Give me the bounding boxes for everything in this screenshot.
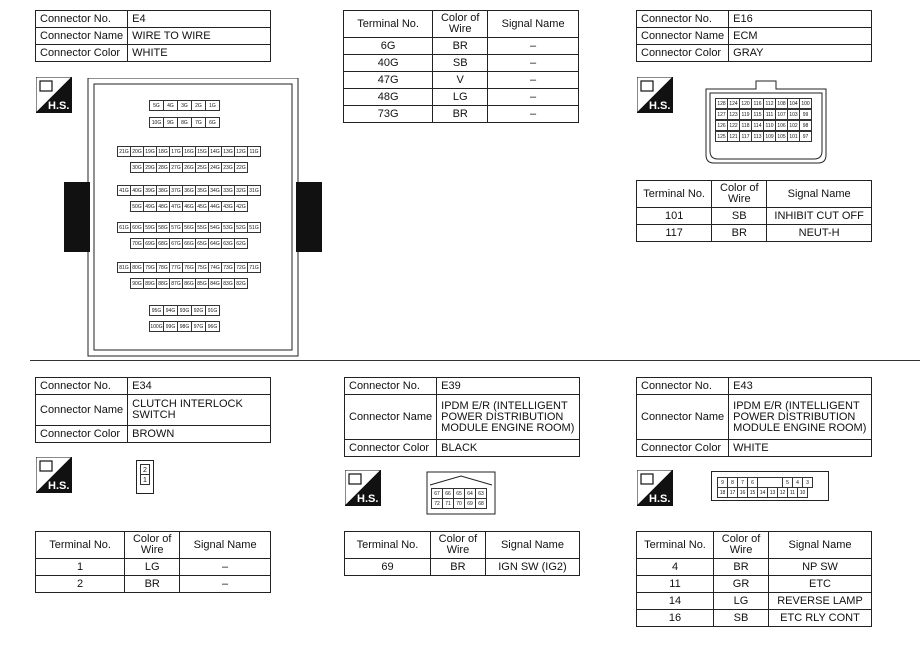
e39-no: E39 bbox=[437, 378, 580, 395]
terminal-row bbox=[637, 576, 872, 593]
e43-info-table: Connector No. E43 Connector Name IPDM E/R (INTELLIGENT POWER DISTRIBUTION MODULE ENGINE ROOM) Connector Color WHITE bbox=[636, 377, 872, 457]
pin-label: 65G bbox=[195, 238, 209, 249]
pin-label: 3 bbox=[802, 477, 813, 488]
terminal-row bbox=[36, 576, 271, 593]
wire-color: SB bbox=[714, 610, 769, 627]
wire-color: SB bbox=[712, 208, 767, 225]
terminal-row bbox=[637, 593, 872, 610]
pin-label: 106 bbox=[775, 120, 788, 131]
pin-label: 6G bbox=[205, 117, 220, 128]
pin-label: 29G bbox=[143, 162, 157, 173]
pin-row bbox=[716, 120, 812, 131]
pin-label: 71G bbox=[247, 262, 261, 273]
svg-text:H.S.: H.S. bbox=[48, 480, 70, 492]
pin-label: 15 bbox=[747, 487, 758, 498]
pin-label: 33G bbox=[221, 185, 235, 196]
svg-text:H.S.: H.S. bbox=[357, 493, 379, 505]
pin-label: 9 bbox=[717, 477, 728, 488]
signal-name: NP SW bbox=[769, 559, 872, 576]
pin-label: 47G bbox=[169, 201, 183, 212]
pin-label: 103 bbox=[787, 109, 800, 120]
pin-label: 123 bbox=[727, 109, 740, 120]
e34-no: E34 bbox=[128, 378, 271, 395]
terminal-no: 69 bbox=[345, 559, 431, 576]
pin-label: 94G bbox=[163, 305, 178, 316]
pin-label: 73G bbox=[221, 262, 235, 273]
pin-label: 35G bbox=[195, 185, 209, 196]
wire-color: BR bbox=[433, 106, 488, 123]
pin-label: 10G bbox=[149, 117, 164, 128]
pin-row bbox=[118, 146, 261, 157]
pin-label: 5G bbox=[149, 100, 164, 111]
pin-label: 26G bbox=[182, 162, 196, 173]
pin-label: 39G bbox=[143, 185, 157, 196]
pin-label: 36G bbox=[182, 185, 196, 196]
pin-label: 99 bbox=[799, 109, 812, 120]
signal-name: NEUT-H bbox=[767, 225, 872, 242]
terminal-row bbox=[344, 38, 579, 55]
terminal-no: 14 bbox=[637, 593, 714, 610]
pin-label: 20G bbox=[130, 146, 144, 157]
pin-label: 128 bbox=[715, 98, 728, 109]
terminal-no: 48G bbox=[344, 89, 433, 106]
terminal-no: 40G bbox=[344, 55, 433, 72]
pin-label: 69G bbox=[143, 238, 157, 249]
pin-label: 25G bbox=[195, 162, 209, 173]
svg-text:H.S.: H.S. bbox=[48, 100, 70, 112]
terminal-no: 4 bbox=[637, 559, 714, 576]
e16-name: ECM bbox=[729, 28, 872, 45]
pin-label: 100G bbox=[149, 321, 164, 332]
hs-icon bbox=[637, 470, 673, 506]
pin-label: 17 bbox=[727, 487, 738, 498]
e34-connector-outline bbox=[136, 460, 154, 494]
pin-label: 2 bbox=[140, 464, 150, 475]
pin-label: 41G bbox=[117, 185, 131, 196]
pin-label: 127 bbox=[715, 109, 728, 120]
pin-label: 85G bbox=[195, 278, 209, 289]
e34-terminal-table: Terminal No. Color of Wire Signal Name 1 LG – 2 BR – bbox=[35, 531, 271, 593]
terminal-no: 16 bbox=[637, 610, 714, 627]
pin-label: 81G bbox=[117, 262, 131, 273]
pin-label: 59G bbox=[143, 222, 157, 233]
pin-label: 61G bbox=[117, 222, 131, 233]
pin-label: 14 bbox=[757, 487, 768, 498]
pin-label: 56G bbox=[182, 222, 196, 233]
pin-row bbox=[118, 262, 261, 273]
pin-label: 70 bbox=[453, 498, 465, 509]
pin-label: 95G bbox=[149, 305, 164, 316]
pin-label: 63G bbox=[221, 238, 235, 249]
e4-info-table: Connector No. E4 Connector Name WIRE TO WIRE Connector Color WHITE bbox=[35, 10, 271, 62]
pin-label: 63 bbox=[475, 488, 487, 499]
pin-label: 50G bbox=[130, 201, 144, 212]
pin-label: 99G bbox=[163, 321, 178, 332]
pin-row bbox=[716, 98, 812, 109]
signal-name: INHIBIT CUT OFF bbox=[767, 208, 872, 225]
pin-label: 100 bbox=[799, 98, 812, 109]
pin-label: 2G bbox=[191, 100, 206, 111]
pin-label: 38G bbox=[156, 185, 170, 196]
pin-label: 12 bbox=[777, 487, 788, 498]
pin-label: 16G bbox=[182, 146, 196, 157]
pin-row bbox=[718, 487, 808, 498]
hs-icon bbox=[637, 77, 673, 113]
pin-label: 64G bbox=[208, 238, 222, 249]
signal-name: IGN SW (IG2) bbox=[485, 559, 579, 576]
pin-label: 84G bbox=[208, 278, 222, 289]
signal-name: – bbox=[488, 55, 579, 72]
pin-label: 22G bbox=[234, 162, 248, 173]
terminal-no: 117 bbox=[637, 225, 712, 242]
terminal-row bbox=[344, 106, 579, 123]
e43-terminal-table: Terminal No. Color of Wire Signal Name 4 BR NP SW 11 GR ETC 14 LG REVERSE LAMP 16 SB ETC RLY CONT bbox=[636, 531, 872, 627]
pin-label: 70G bbox=[130, 238, 144, 249]
e34-name: CLUTCH INTERLOCK SWITCH bbox=[128, 395, 271, 426]
wire-color: LG bbox=[433, 89, 488, 106]
pin-label: 43G bbox=[221, 201, 235, 212]
wire-color: GR bbox=[714, 576, 769, 593]
pin-label: 4G bbox=[163, 100, 178, 111]
pin-label: 83G bbox=[221, 278, 235, 289]
pin-label: 122 bbox=[727, 120, 740, 131]
wire-color: BR bbox=[712, 225, 767, 242]
pin-label: 10 bbox=[797, 487, 808, 498]
pin-label: 113 bbox=[751, 131, 764, 142]
pin-label: 67 bbox=[431, 488, 443, 499]
signal-name: ETC RLY CONT bbox=[769, 610, 872, 627]
e4-pin-row-bottom-a bbox=[150, 305, 220, 316]
pin-label: 48G bbox=[156, 201, 170, 212]
pin-label: 23G bbox=[221, 162, 235, 173]
pin-label: 57G bbox=[169, 222, 183, 233]
e34-info-table: Connector No. E34 Connector Name CLUTCH INTERLOCK SWITCH Connector Color BROWN bbox=[35, 377, 271, 443]
pin-label: 93G bbox=[177, 305, 192, 316]
pin-label: 16 bbox=[737, 487, 748, 498]
terminal-row bbox=[345, 559, 580, 576]
pin-label: 18 bbox=[717, 487, 728, 498]
pin-label: 67G bbox=[169, 238, 183, 249]
pin-label: 74G bbox=[208, 262, 222, 273]
e39-color: BLACK bbox=[437, 440, 580, 457]
pin-label: 53G bbox=[221, 222, 235, 233]
wire-color: BR bbox=[433, 38, 488, 55]
terminal-no: 101 bbox=[637, 208, 712, 225]
e43-no: E43 bbox=[729, 378, 872, 395]
pin-label: 119 bbox=[739, 109, 752, 120]
pin-label: 126 bbox=[715, 120, 728, 131]
pin-label: 51G bbox=[247, 222, 261, 233]
pin-label: 52G bbox=[234, 222, 248, 233]
wire-color: LG bbox=[714, 593, 769, 610]
signal-name: REVERSE LAMP bbox=[769, 593, 872, 610]
pin-label: 88G bbox=[156, 278, 170, 289]
pin-label: 3G bbox=[177, 100, 192, 111]
pin-label: 116 bbox=[751, 98, 764, 109]
wire-color: BR bbox=[430, 559, 485, 576]
pin-label: 32G bbox=[234, 185, 248, 196]
pin-label: 71 bbox=[442, 498, 454, 509]
pin-label: 7G bbox=[191, 117, 206, 128]
pin-label: 108 bbox=[775, 98, 788, 109]
e4-pin-row-top-a bbox=[150, 100, 220, 111]
pin-label: 69 bbox=[464, 498, 476, 509]
pin-label: 97 bbox=[799, 131, 812, 142]
pin-label: 8 bbox=[727, 477, 738, 488]
terminal-row bbox=[637, 208, 872, 225]
pin-label: 79G bbox=[143, 262, 157, 273]
pin-label: 17G bbox=[169, 146, 183, 157]
wire-color: BR bbox=[125, 576, 180, 593]
pin-label: 46G bbox=[182, 201, 196, 212]
pin-label: 31G bbox=[247, 185, 261, 196]
pin-label: 75G bbox=[195, 262, 209, 273]
pin-label: 68G bbox=[156, 238, 170, 249]
pin-label: 55G bbox=[195, 222, 209, 233]
pin-label: 124 bbox=[727, 98, 740, 109]
pin-label: 45G bbox=[195, 201, 209, 212]
pin-row bbox=[131, 162, 248, 173]
pin-label: 1 bbox=[140, 474, 150, 485]
pin-label: 15G bbox=[195, 146, 209, 157]
hs-icon bbox=[345, 470, 381, 506]
signal-name: ETC bbox=[769, 576, 872, 593]
e4-pin-row-bottom-b bbox=[150, 321, 220, 332]
terminal-row bbox=[36, 559, 271, 576]
e34-color: BROWN bbox=[128, 426, 271, 443]
e4-pin-row-top-b bbox=[150, 117, 220, 128]
pin-label: 76G bbox=[182, 262, 196, 273]
pin-label: 97G bbox=[191, 321, 206, 332]
pin-label: 80G bbox=[130, 262, 144, 273]
pin-label: 102 bbox=[787, 120, 800, 131]
pin-label: 109 bbox=[763, 131, 776, 142]
pin-label: 13G bbox=[221, 146, 235, 157]
e16-no: E16 bbox=[729, 11, 872, 28]
terminal-row bbox=[344, 55, 579, 72]
pin-row bbox=[432, 498, 487, 509]
terminal-row bbox=[637, 559, 872, 576]
pin-label: 89G bbox=[143, 278, 157, 289]
terminal-no: 47G bbox=[344, 72, 433, 89]
e39-info-table: Connector No. E39 Connector Name IPDM E/R (INTELLIGENT POWER DISTRIBUTION MODULE ENGINE ROOM) Connector Color BLACK bbox=[344, 377, 580, 457]
wire-color: V bbox=[433, 72, 488, 89]
wire-color: BR bbox=[714, 559, 769, 576]
pin-label: 72G bbox=[234, 262, 248, 273]
pin-label: 12G bbox=[234, 146, 248, 157]
pin-label: 92G bbox=[191, 305, 206, 316]
e16-terminal-table: Terminal No. Color of Wire Signal Name 101 SB INHIBIT CUT OFF 117 BR NEUT-H bbox=[636, 180, 872, 242]
e39-name: IPDM E/R (INTELLIGENT POWER DISTRIBUTION MODULE ENGINE ROOM) bbox=[437, 395, 580, 440]
e39-terminal-table: Terminal No. Color of Wire Signal Name 69 BR IGN SW (IG2) bbox=[344, 531, 580, 576]
pin-label: 30G bbox=[130, 162, 144, 173]
pin-label: 82G bbox=[234, 278, 248, 289]
pin-label: 34G bbox=[208, 185, 222, 196]
pin-label: 18G bbox=[156, 146, 170, 157]
pin-label: 72 bbox=[431, 498, 443, 509]
pin-label: 78G bbox=[156, 262, 170, 273]
e43-name: IPDM E/R (INTELLIGENT POWER DISTRIBUTION MODULE ENGINE ROOM) bbox=[729, 395, 872, 440]
section-divider bbox=[30, 360, 920, 361]
e4-name: WIRE TO WIRE bbox=[128, 28, 271, 45]
terminal-row bbox=[637, 610, 872, 627]
pin-label: 65 bbox=[453, 488, 465, 499]
e16-info-table: Connector No. E16 Connector Name ECM Connector Color GRAY bbox=[636, 10, 872, 62]
pin-label: 7 bbox=[737, 477, 748, 488]
signal-name: – bbox=[180, 576, 271, 593]
pin-label: 66G bbox=[182, 238, 196, 249]
pin-label: 11 bbox=[787, 487, 798, 498]
pin-label: 101 bbox=[787, 131, 800, 142]
hs-icon bbox=[36, 457, 72, 493]
pin-label: 98 bbox=[799, 120, 812, 131]
terminal-no: 73G bbox=[344, 106, 433, 123]
terminal-no: 1 bbox=[36, 559, 125, 576]
pin-label: 98G bbox=[177, 321, 192, 332]
pin-label: 5 bbox=[782, 477, 793, 488]
e4-terminal-table: Terminal No. Color of Wire Signal Name 6G BR – 40G SB – 47G V – 48G LG – 73G BR – bbox=[343, 10, 579, 123]
pin-label: 44G bbox=[208, 201, 222, 212]
pin-label: 91G bbox=[205, 305, 220, 316]
pin-label: 120 bbox=[739, 98, 752, 109]
pin-label: 121 bbox=[727, 131, 740, 142]
pin-label: 42G bbox=[234, 201, 248, 212]
pin-label: 9G bbox=[163, 117, 178, 128]
pin-label: 21G bbox=[117, 146, 131, 157]
pin-label: 112 bbox=[763, 98, 776, 109]
pin-label: 104 bbox=[787, 98, 800, 109]
pin-row bbox=[716, 131, 812, 142]
e16-color: GRAY bbox=[729, 45, 872, 62]
pin-row bbox=[118, 185, 261, 196]
e4-color: WHITE bbox=[128, 45, 271, 62]
pin-label: 1G bbox=[205, 100, 220, 111]
pin-row bbox=[131, 201, 248, 212]
signal-name: – bbox=[488, 106, 579, 123]
signal-name: – bbox=[488, 38, 579, 55]
e43-color: WHITE bbox=[729, 440, 872, 457]
pin-label: 90G bbox=[130, 278, 144, 289]
pin-label: 105 bbox=[775, 131, 788, 142]
pin-label: 40G bbox=[130, 185, 144, 196]
terminal-no: 6G bbox=[344, 38, 433, 55]
pin-label: 6 bbox=[747, 477, 758, 488]
pin-label: 37G bbox=[169, 185, 183, 196]
pin-label: 4 bbox=[792, 477, 803, 488]
pin-label: 11G bbox=[247, 146, 261, 157]
wire-color: SB bbox=[433, 55, 488, 72]
wire-color: LG bbox=[125, 559, 180, 576]
pin-label: 62G bbox=[234, 238, 248, 249]
svg-text:H.S.: H.S. bbox=[649, 493, 671, 505]
pin-label: 77G bbox=[169, 262, 183, 273]
pin-label: 87G bbox=[169, 278, 183, 289]
terminal-row bbox=[637, 225, 872, 242]
pin-label: 66 bbox=[442, 488, 454, 499]
pin-label: 24G bbox=[208, 162, 222, 173]
pin-label: 60G bbox=[130, 222, 144, 233]
pin-label: 58G bbox=[156, 222, 170, 233]
pin-label: 110 bbox=[763, 120, 776, 131]
pin-row bbox=[716, 109, 812, 120]
pin-row bbox=[131, 238, 248, 249]
pin-label: 19G bbox=[143, 146, 157, 157]
terminal-no: 2 bbox=[36, 576, 125, 593]
pin-label: 111 bbox=[763, 109, 776, 120]
pin-row bbox=[118, 222, 261, 233]
signal-name: – bbox=[180, 559, 271, 576]
pin-label: 49G bbox=[143, 201, 157, 212]
pin-label: 114 bbox=[751, 120, 764, 131]
pin-label: 68 bbox=[475, 498, 487, 509]
svg-text:H.S.: H.S. bbox=[649, 100, 671, 112]
terminal-row bbox=[344, 89, 579, 106]
pin-label: 14G bbox=[208, 146, 222, 157]
pin-label: 64 bbox=[464, 488, 476, 499]
pin-label: 118 bbox=[739, 120, 752, 131]
pin-label: 96G bbox=[205, 321, 220, 332]
signal-name: – bbox=[488, 72, 579, 89]
pin-label: 28G bbox=[156, 162, 170, 173]
pin-label: 8G bbox=[177, 117, 192, 128]
pin-label: 54G bbox=[208, 222, 222, 233]
terminal-row bbox=[344, 72, 579, 89]
pin-label: 13 bbox=[767, 487, 778, 498]
terminal-no: 11 bbox=[637, 576, 714, 593]
pin-label: 86G bbox=[182, 278, 196, 289]
signal-name: – bbox=[488, 89, 579, 106]
pin-label: 115 bbox=[751, 109, 764, 120]
pin-label: 125 bbox=[715, 131, 728, 142]
pin-label: 27G bbox=[169, 162, 183, 173]
pin-label: 117 bbox=[739, 131, 752, 142]
e4-no: E4 bbox=[128, 11, 271, 28]
pin-row bbox=[131, 278, 248, 289]
pin-label: 107 bbox=[775, 109, 788, 120]
